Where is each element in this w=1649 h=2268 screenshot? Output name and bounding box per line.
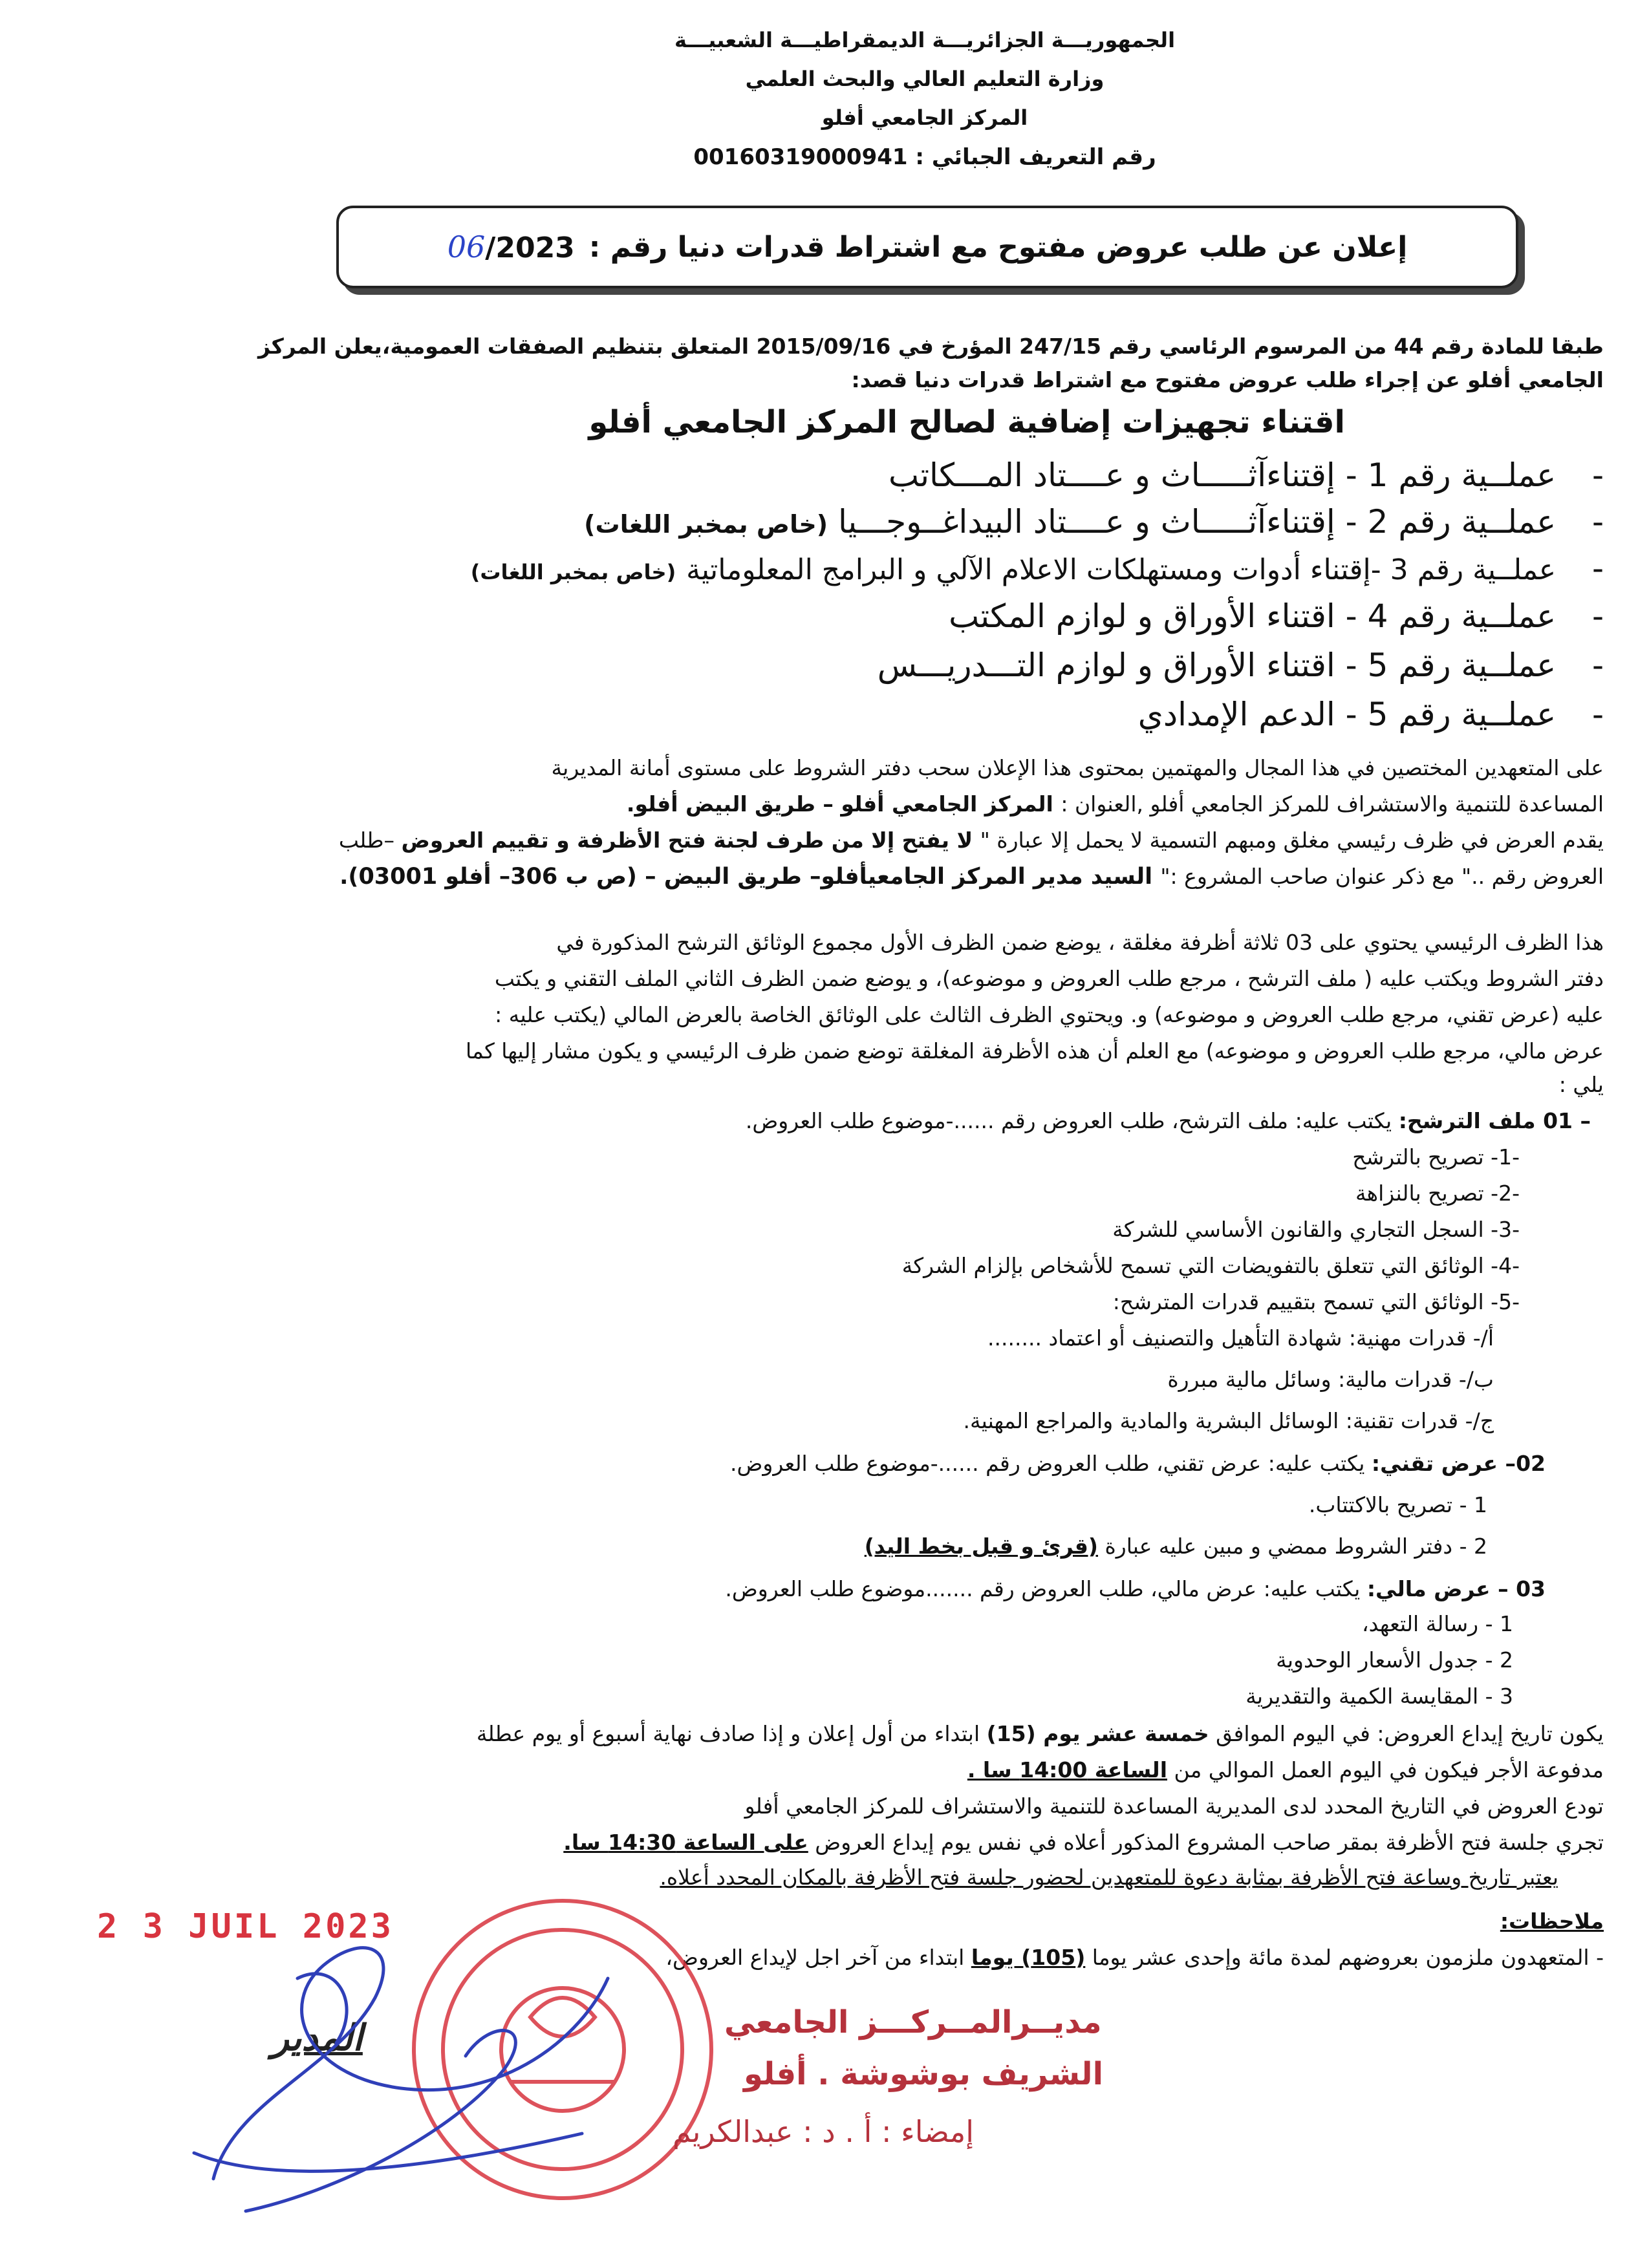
operation-item	[97, 692, 1604, 737]
section-1-desc: يكتب عليه: ملف الترشح، طلب العروض رقم ......-موضوع طلب العروض.	[745, 1108, 1399, 1133]
notes-title: ملاحظات:	[1500, 1909, 1604, 1934]
announcement-number	[447, 230, 575, 264]
operation-item	[97, 499, 1604, 547]
tax-id: رقم التعريف الجبائي : 00160319000941	[693, 144, 1156, 170]
section-3-item: 1 - رسالة التعهد،	[1361, 1611, 1513, 1636]
operation-text: عملــية رقم 3 -إقتناء أدوات ومستهلكات الاعلام الآلي و البرامج المعلوماتية	[686, 553, 1557, 586]
operation-item	[97, 643, 1604, 688]
date-stamp: 2 3 JUIL 2023	[97, 1907, 394, 1946]
handwritten-phrase: (قرئ و قبل بخط اليد)	[864, 1534, 1098, 1559]
operation-item	[97, 453, 1604, 498]
signatory-title: مديــرالمــركـــز الجامعي	[724, 2004, 1102, 2040]
operation-note: (خاص بمخبر اللغات)	[470, 560, 676, 584]
ministry-header: وزارة التعليم العالي والبحث العلمي	[745, 67, 1105, 91]
deposit-days: خمسة عشر يوم (15)	[986, 1721, 1209, 1746]
operation-text: عملــية رقم 2 - إقتناءآثـــــاث و عــــتاد البيداغــوجـــيا	[837, 503, 1557, 540]
withdraw-line-1: على المتعهدين المختصين في هذا المجال والمهتمين بمحتوى هذا الإعلان سحب دفتر الشروط على مستوى أمانة المديرية	[551, 755, 1604, 780]
envelope-text: يقدم العرض في ظرف رئيسي مغلق ومبهم التسمية لا يحمل إلا عبارة "	[980, 828, 1604, 853]
operation-dash: -	[1591, 503, 1604, 540]
operation-dash: -	[1591, 456, 1604, 494]
center-header: المركز الجامعي أفلو	[821, 105, 1028, 130]
withdraw-text: المساعدة للتنمية والاستشراف للمركز الجامعي أفلو ,العنوان :	[1061, 791, 1604, 817]
deposit-text: يكون تاريخ إيداع العروض: في اليوم الموافق	[1209, 1721, 1604, 1746]
subject-heading: اقتناء تجهيزات إضافية لصالح المركز الجامعي أفلو	[588, 404, 1345, 440]
deposit-text: مدفوعة الأجر فيكون في اليوم العمل الموالي من	[1167, 1757, 1604, 1782]
main-envelope-line: عرض مالي، مرجع طلب العروض و موضوعه) مع العلم أن هذه الأظرفة المغلقة توضع ضمن ظرف الرئيسي و يكون مشار إليها كما	[465, 1038, 1604, 1064]
sign-label: إمضاء : أ . د : عبدالكريم	[673, 2114, 975, 2149]
section-1-item: -1- تصريح بالترشح	[1352, 1144, 1520, 1170]
section-2-item-text: 2 - دفتر الشروط ممضي و مبين عليه عبارة	[1098, 1534, 1487, 1559]
handwritten-title: المدير	[272, 2017, 363, 2059]
capacity-item: ب/- قدرات مالية: وسائل مالية مبررة	[1167, 1367, 1494, 1392]
section-2-heading	[39, 1446, 1546, 1482]
section-3-heading	[39, 1571, 1546, 1607]
operation-dash: -	[1591, 550, 1604, 587]
deposit-time: الساعة 14:00 سا .	[967, 1757, 1167, 1782]
notes-text-end: ابتداء من آخر اجل لإيداع العروض،	[665, 1945, 971, 1970]
operation-note: (خاص بمخبر اللغات)	[584, 510, 828, 539]
intro-line-2: الجامعي أفلو عن إجراء طلب عروض مفتوح مع اشتراط قدرات دنيا قصد:	[851, 367, 1604, 392]
operation-text: عملــية رقم 1 - إقتناءآثـــــاث و عــــتاد المـــكاتب	[889, 456, 1557, 494]
operation-dash: -	[1591, 647, 1604, 684]
notes-text-start: - المتعهدون ملزمون بعروضهم لمدة مائة وإحدى عشر يوما	[1085, 1945, 1604, 1970]
deposit-line-4	[97, 1824, 1604, 1861]
deposit-line-3: تودع العروض في التاريخ المحدد لدى المديرية المساعدة للتنمية والاستشراف للمركز الجامعي أفلو	[744, 1793, 1604, 1819]
section-3-title: 03 – عرض مالي:	[1366, 1576, 1546, 1601]
withdraw-address: المركز الجامعي أفلو – طريق البيض أفلو.	[626, 791, 1061, 817]
intro-line-1: طبقا للمادة رقم 44 من المرسوم الرئاسي رقم 247/15 المؤرخ في 2015/09/16 المتعلق بتنظيم الصفقات العمومية،يعلن المركز	[258, 334, 1604, 359]
deposit-line-1	[97, 1716, 1604, 1752]
withdraw-line-2	[97, 786, 1604, 822]
signatory-name: الشريف بوشوشة . أفلو	[744, 2056, 1104, 2092]
section-2-item: 1 - تصريح بالاكتتاب.	[1308, 1492, 1487, 1517]
section-1-item: -2- تصريح بالنزاهة	[1355, 1181, 1520, 1206]
envelope-phrase: لا يفتح إلا من طرف لجنة فتح الأظرفة و تقييم العروض	[401, 828, 980, 853]
announcement-title-box	[336, 206, 1518, 288]
section-1-heading	[84, 1103, 1591, 1139]
operation-text: عملــية رقم 5 - اقتناء الأوراق و لوازم التـــدريـــس	[877, 647, 1557, 684]
envelope-line-2	[97, 859, 1604, 895]
deposit-line-2	[97, 1752, 1604, 1788]
announcement-year: /2023	[485, 231, 575, 264]
operation-item	[97, 594, 1604, 639]
operation-text: عملــية رقم 4 - اقتناء الأوراق و لوازم المكتب	[949, 597, 1557, 635]
main-envelope-line: دفتر الشروط ويكتب عليه ( ملف الترشح ، مرجع طلب العروض و موضوعه)، و يوضع ضمن الظرف الثاني الملف التقني و يكتب	[494, 966, 1604, 991]
envelope-text-end: –طلب	[338, 828, 402, 853]
section-2-desc: يكتب عليه: عرض تقني، طلب العروض رقم ......-موضوع طلب العروض.	[730, 1451, 1372, 1476]
section-1-item: -3- السجل التجاري والقانون الأساسي للشركة	[1112, 1217, 1520, 1242]
section-2-title: 02– عرض تقني:	[1371, 1451, 1546, 1476]
section-2-item	[0, 1528, 1487, 1565]
republic-header: الجمهوريـــة الجزائريـــة الديمقراطيـــة الشعبيـــة	[674, 28, 1176, 52]
operation-text: عملــية رقم 5 - الدعم الإمدادي	[1137, 696, 1557, 733]
section-1-item: -5- الوثائق التي تسمح بتقييم قدرات المترشح:	[1112, 1289, 1520, 1314]
opening-time: على الساعة 14:30 سا.	[563, 1830, 808, 1855]
section-1-item: -4- الوثائق التي تتعلق بالتفويضات التي تسمح للأشخاص بإلزام الشركة	[901, 1253, 1520, 1278]
operation-item	[97, 546, 1604, 595]
section-1-title: – 01 ملف الترشح:	[1398, 1108, 1591, 1133]
envelope-text: العروض رقم .." مع ذكر عنوان صاحب المشروع :"	[1160, 864, 1604, 889]
operation-dash: -	[1591, 597, 1604, 635]
main-envelope-line: عليه (عرض تقني، مرجع طلب العروض و موضوعه) و. ويحتوي الظرف الثالث على الوثائق الخاصة بالعرض المالي (يكتب عليه :	[495, 1002, 1604, 1027]
envelope-line-1	[97, 822, 1604, 859]
deposit-text-end: ابتداء من أول إعلان و إذا صادف نهاية أسبوع أو يوم عطلة	[476, 1721, 987, 1746]
section-3-desc: يكتب عليه: عرض مالي، طلب العروض رقم .......موضوع طلب العروض.	[725, 1576, 1367, 1601]
notes-days: (105) يوما	[971, 1945, 1086, 1970]
main-envelope-line: يلي :	[1558, 1072, 1604, 1097]
section-3-item: 3 - المقايسة الكمية والتقديرية	[1245, 1684, 1513, 1709]
main-envelope-line: هذا الظرف الرئيسي يحتوي على 03 ثلاثة أظرفة مغلقة ، يوضع ضمن الظرف الأول مجموع الوثائق الترشح المذكورة في	[556, 930, 1604, 955]
opening-text: تجري جلسة فتح الأظرفة بمقر صاحب المشروع المذكور أعلاه في نفس يوم إيداع العروض	[808, 1830, 1604, 1855]
owner-address: السيد مدير المركز الجامعيأفلو– طريق البيض – (ص ب 306– أفلو 03001).	[339, 864, 1161, 890]
capacity-item: ج/- قدرات تقنية: الوسائل البشرية والمادية والمراجع المهنية.	[963, 1408, 1494, 1433]
deposit-line-5: يعتبر تاريخ وساعة فتح الأظرفة بمثابة دعوة للمتعهدين لحضور جلسة فتح الأظرفة بالمكان المحدد أعلاه.	[660, 1865, 1558, 1890]
announcement-title: إعلان عن طلب عروض مفتوح مع اشتراط قدرات دنيا رقم :	[588, 230, 1408, 264]
section-3-item: 2 - جدول الأسعار الوحدوية	[1276, 1647, 1513, 1673]
handwritten-number: 06	[447, 230, 486, 264]
operation-dash: -	[1591, 696, 1604, 733]
capacity-item: أ/- قدرات مهنية: شهادة التأهيل والتصنيف أو اعتماد ........	[987, 1325, 1494, 1351]
